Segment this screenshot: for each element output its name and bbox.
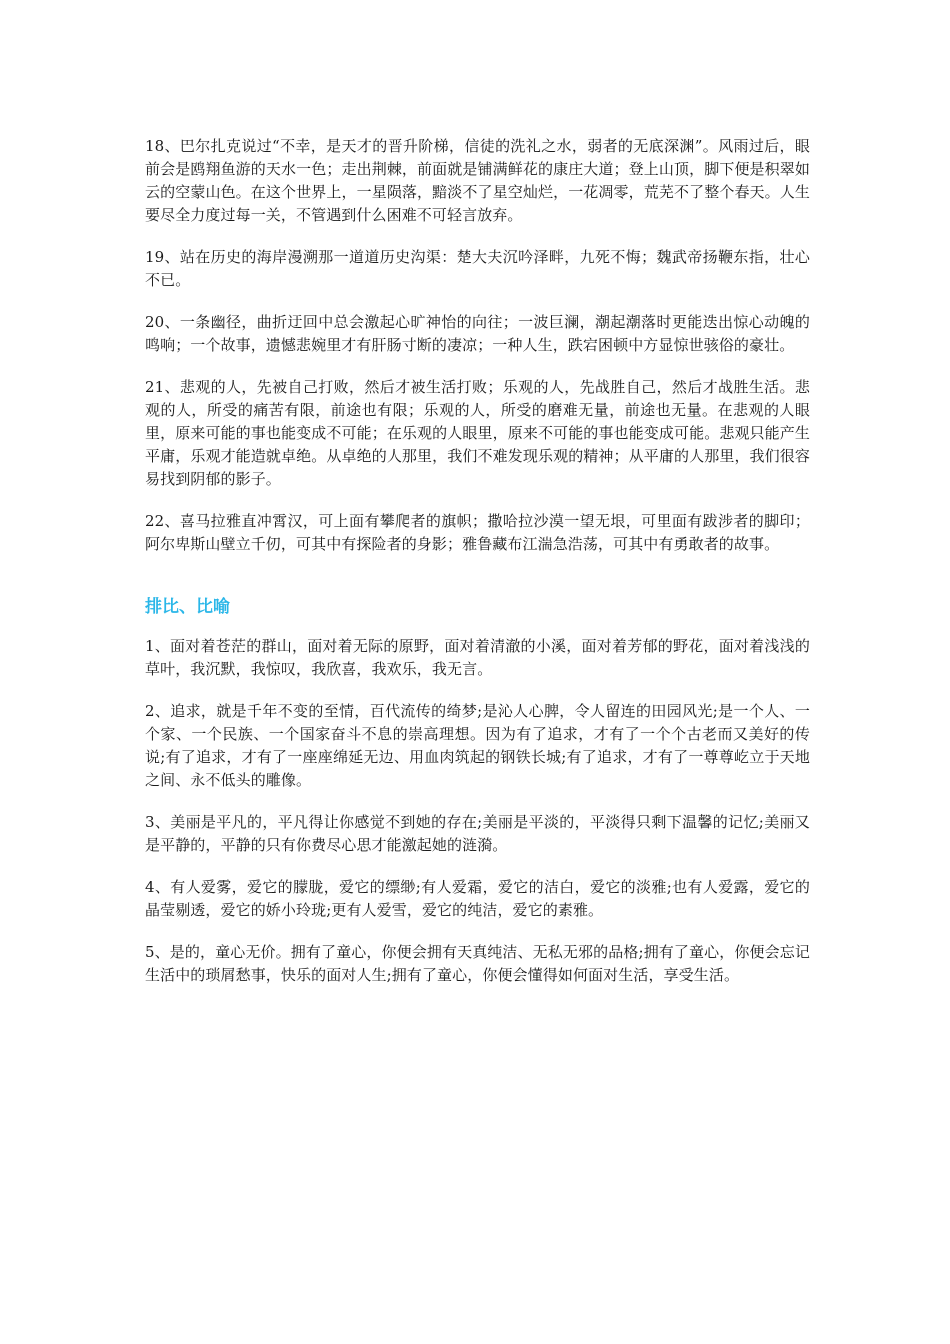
paragraph-5: 5、是的，童心无价。拥有了童心，你便会拥有天真纯洁、无私无邪的品格;拥有了童心，你便会忘记生活中的琐屑愁事，快乐的面对人生;拥有了童心，你便会懂得如何面对生活，享受生活。 xyxy=(145,943,810,984)
paragraph-2: 2、追求，就是千年不变的至情，百代流传的绮梦;是沁人心脾，令人留连的田园风光;是一个人、一个家、一个民族、一个国家奋斗不息的崇高理想。因为有了追求，才有了一个个古老而又美好的传说;有了追求，才有了一座座绵延无边、用血肉筑起的钢铁长城;有了追求，才有了一尊尊屹立于天地之间、永不低头的雕像。 xyxy=(145,702,810,789)
paragraph-22: 22、喜马拉雅直冲霄汉，可上面有攀爬者的旗帜；撒哈拉沙漠一望无垠，可里面有跋涉者的脚印；阿尔卑斯山壁立千仞，可其中有探险者的身影；雅鲁藏布江湍急浩荡，可其中有勇敢者的故事。 xyxy=(145,512,810,553)
paragraph-1: 1、面对着苍茫的群山，面对着无际的原野，面对着清澈的小溪，面对着芳郁的野花，面对着浅浅的草叶，我沉默，我惊叹，我欣喜，我欢乐，我无言。 xyxy=(145,637,810,678)
paragraph-20: 20、一条幽径，曲折迂回中总会激起心旷神怡的向往；一波巨澜，潮起潮落时更能迭出惊心动魄的鸣响；一个故事，遗憾悲婉里才有肝肠寸断的凄凉；一种人生，跌宕困顿中方显惊世骇俗的豪壮。 xyxy=(145,313,810,354)
paragraph-3: 3、美丽是平凡的，平凡得让你感觉不到她的存在;美丽是平淡的，平淡得只剩下温馨的记忆;美丽又是平静的，平静的只有你费尽心思才能激起她的涟漪。 xyxy=(145,813,810,854)
section-heading: 排比、比喻 xyxy=(145,597,230,617)
paragraph-19: 19、站在历史的海岸漫溯那一道道历史沟渠：楚大夫沉吟泽畔，九死不悔；魏武帝扬鞭东指，壮心不已。 xyxy=(145,248,810,289)
paragraph-18: 18、巴尔扎克说过“不幸，是天才的晋升阶梯，信徒的洗礼之水，弱者的无底深渊”。风雨过后，眼前会是鸥翔鱼游的天水一色；走出荆棘，前面就是铺满鲜花的康庄大道；登上山顶，脚下便是积翠如云的空蒙山色。在这个世界上，一星陨落，黯淡不了星空灿烂，一花凋零，荒芜不了整个春天。人生要尽全力度过每一关，不管遇到什么困难不可轻言放弃。 xyxy=(145,137,810,224)
document-page xyxy=(145,135,810,1006)
paragraph-4: 4、有人爱雾，爱它的朦胧，爱它的缥缈;有人爱霜，爱它的洁白，爱它的淡雅;也有人爱露，爱它的晶莹剔透，爱它的娇小玲珑;更有人爱雪，爱它的纯洁，爱它的素雅。 xyxy=(145,878,810,919)
paragraph-21: 21、悲观的人，先被自己打败，然后才被生活打败；乐观的人，先战胜自己，然后才战胜生活。悲观的人，所受的痛苦有限，前途也有限；乐观的人，所受的磨难无量，前途也无量。在悲观的人眼里，原来可能的事也能变成不可能；在乐观的人眼里，原来不可能的事也能变成可能。悲观只能产生平庸，乐观才能造就卓绝。从卓绝的人那里，我们不难发现乐观的精神；从平庸的人那里，我们很容易找到阴郁的影子。 xyxy=(145,378,810,488)
